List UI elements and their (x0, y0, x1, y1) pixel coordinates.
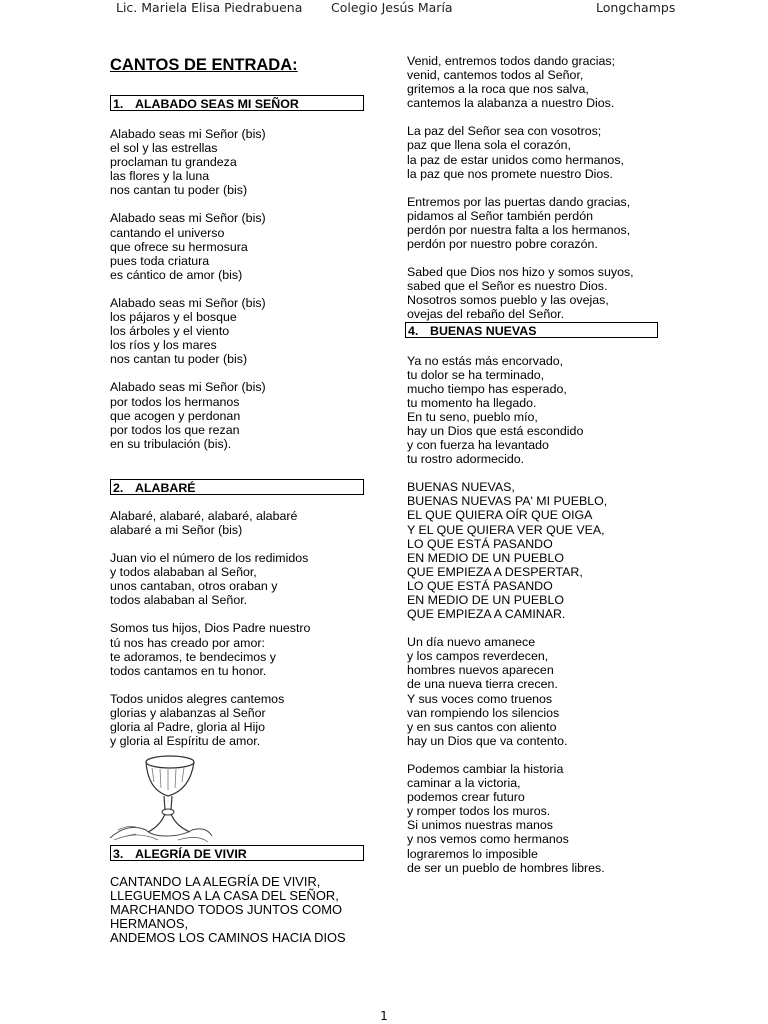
right-column (407, 54, 667, 875)
song-2-title: ALABARÉ (135, 480, 196, 495)
song-4-number: 4. (408, 323, 419, 338)
header-author: Lic. Mariela Elisa Piedrabuena (116, 0, 303, 15)
song-3-title: ALEGRÍA DE VIVIR (135, 847, 247, 861)
chalice-illustration (108, 750, 228, 845)
song-4-title: BUENAS NUEVAS (430, 323, 537, 338)
song-4-chorus: BUENAS NUEVAS, BUENAS NUEVAS PA' MI PUEBLO, EL QUE QUIERA OÍR QUE OIGA Y EL QUE QUIERA VER QUE VEA, LO QUE ESTÁ PASANDO EN MEDIO DE UN PUEBLO QUE EMPIEZA A DESPERTAR, LO QUE ESTÁ PASANDO EN MEDIO DE UN PUEBLO QUE EMPIEZA A CAMINAR. (407, 480, 608, 622)
song-3-chorus: CANTANDO LA ALEGRÍA DE VIVIR, LLEGUEMOS A LA CASA DEL SEÑOR, MARCHANDO TODOS JUNTOS COMO HERMANOS, ANDEMOS LOS CAMINOS HACIA DIOS (110, 874, 346, 945)
song-1-number: 1. (113, 97, 124, 111)
song-4-stanza-3: Podemos cambiar la historia caminar a la victoria, podemos crear futuro y romper todos los muros. Si unimos nuestras manos y nos vemos como hermanos lograremos lo imposible de ser un pueblo de hombres libres. (407, 761, 605, 875)
header-school: Colegio Jesús María (331, 0, 453, 15)
song-3-stanza-1: Venid, entremos todos dando gracias; venid, cantemos todos al Señor, gritemos a la roca que nos salva, cantemos la alabanza a nuestro Dios. (407, 54, 616, 111)
song-1-stanza-3: Alabado seas mi Señor (bis) los pájaros y el bosque los árboles y el viento los ríos y los mares nos cantan tu poder (bis) (110, 295, 266, 367)
page-title: CANTOS DE ENTRADA: (110, 56, 298, 74)
song-3-stanza-2: La paz del Señor sea con vosotros; paz que llena sola el corazón, la paz de estar unidos como hermanos, la paz que nos promete nuestro Dios. (407, 124, 624, 181)
song-2-stanza-3: Somos tus hijos, Dios Padre nuestro tú nos has creado por amor: te adoramos, te bendecimos y todos cantamos en tu honor. (110, 621, 311, 678)
song-4-stanza-2: Un día nuevo amanece y los campos reverdecen, hombres nuevos aparecen de una nueva tierra crecen. Y sus voces como truenos van rompiendo los silencios y en sus cantos con aliento hay un Dios que va contento. (407, 635, 568, 748)
song-2-heading (110, 479, 364, 495)
song-3-stanza-3: Entremos por las puertas dando gracias, pidamos al Señor también perdón perdón por nuestra falta a los hermanos, perdón por nuestro pobre corazón. (407, 194, 631, 252)
song-3-block (110, 845, 370, 945)
song-3-stanza-4: Sabed que Dios nos hizo y somos suyos, sabed que el Señor es nuestro Dios. Nosotros somos pueblo y las ovejas, ovejas del rebaño del Señor. (407, 265, 634, 322)
song-2-stanza-1: Alabaré, alabaré, alabaré, alabaré alabaré a mi Señor (bis) (110, 508, 298, 537)
header-place: Longchamps (596, 0, 676, 15)
song-3-number: 3. (113, 847, 124, 861)
song-2-number: 2. (113, 480, 124, 495)
song-2-stanza-2: Juan vio el número de los redimidos y todos alababan al Señor, unos cantaban, otros oraban y todos alababan al Señor. (110, 551, 309, 608)
song-2-stanza-4: Todos unidos alegres cantemos glorias y alabanzas al Señor gloria al Padre, gloria al Hijo y gloria al Espíritu de amor. (110, 691, 285, 749)
page-number: 1 (380, 1009, 388, 1023)
song-1-title: ALABADO SEAS MI SEÑOR (135, 97, 299, 111)
left-column (110, 55, 370, 748)
song-3-heading (110, 845, 364, 861)
song-1-stanza-2: Alabado seas mi Señor (bis) cantando el universo que ofrece su hermosura pues toda criatura es cántico de amor (bis) (110, 211, 266, 282)
song-1-stanza-4: Alabado seas mi Señor (bis) por todos los hermanos que acogen y perdonan por todos los que rezan en su tribulación (bis). (110, 380, 266, 451)
page-header (0, 0, 768, 16)
song-4-stanza-1: Ya no estás más encorvado, tu dolor se ha terminado, mucho tiempo has esperado, tu momento ha llegado. En tu seno, pueblo mío, hay un Dios que está escondido y con fuerza ha levantado tu rostro adormecido. (407, 353, 584, 467)
song-1-heading (110, 95, 364, 111)
song-1-stanza-1: Alabado seas mi Señor (bis) el sol y las estrellas proclaman tu grandeza las flores y la luna nos cantan tu poder (bis) (110, 127, 266, 198)
song-4-heading (405, 322, 658, 338)
